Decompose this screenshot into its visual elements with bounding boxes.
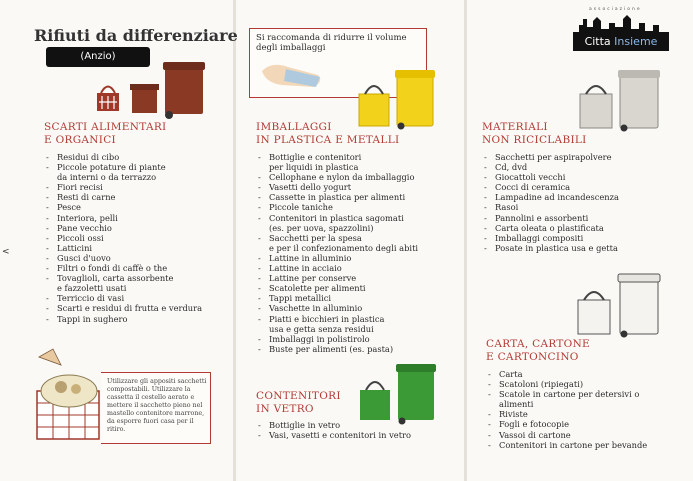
list-item xyxy=(256,314,418,334)
list-item-line: - Filtri o fondi di caffè o the xyxy=(57,263,168,274)
organici-note: Utilizzare gli appositi sacchetti compostabili. Utilizzare la cassetta il cestello aerato e mettere il sacchetto pieno nel mastello contenitore marrone, da esporre fuori casa per il ritiro. xyxy=(101,372,211,444)
organici-list xyxy=(44,152,202,324)
list-item-line: - Giocattoli vecchi xyxy=(495,172,566,183)
list-item-line: - Riviste xyxy=(499,409,528,420)
compost-bag-icon xyxy=(31,345,107,445)
list-item xyxy=(482,243,619,253)
fold-line xyxy=(464,0,467,481)
list-item xyxy=(482,233,619,243)
list-item-line: - Residui di cibo xyxy=(57,152,120,162)
list-item-line: - Lattine in alluminio xyxy=(269,252,352,263)
page-title: Rifiuti da differenziare xyxy=(34,26,238,45)
list-item xyxy=(44,273,202,293)
list-item-line: - Vasi, vasetti e contenitori in vetro xyxy=(269,430,412,441)
list-item-line: da interni o da terrazzo xyxy=(57,172,157,183)
list-item xyxy=(44,293,202,303)
list-item xyxy=(44,263,202,273)
list-item xyxy=(256,430,411,440)
list-item-line: - Bottiglie in vetro xyxy=(269,420,341,430)
logo-wordmark: Citta Insieme xyxy=(573,32,669,51)
list-item-line: - Resti di carne xyxy=(57,192,116,203)
carta-list xyxy=(486,369,647,450)
list-item-line: - Imballaggi in polistirolo xyxy=(269,333,370,344)
list-item-line: - Vaschette in alluminio xyxy=(269,303,363,314)
list-item-line: - Scatolette per alimenti xyxy=(269,283,366,294)
list-item-line: - Interiora, pelli xyxy=(57,212,118,223)
list-item xyxy=(44,253,202,263)
carta-heading: CARTA, CARTONE E CARTONCINO xyxy=(486,338,591,363)
green-bins-icon xyxy=(356,362,438,426)
vetro-heading: CONTENITORI IN VETRO xyxy=(256,390,341,415)
list-item xyxy=(44,152,202,162)
list-item-line: - Tappi in sughero xyxy=(57,313,128,324)
list-item-line: - Scatole in cartone per detersivi o xyxy=(499,389,640,400)
list-item-line: - Fogli e fotocopie xyxy=(499,419,570,430)
list-item xyxy=(256,202,418,212)
list-item-line: - Pannolini e assorbenti xyxy=(495,212,589,223)
list-item-line: - Contenitori in plastica sagomati xyxy=(269,212,404,223)
list-item xyxy=(256,344,418,354)
list-item xyxy=(44,233,202,243)
list-item-line: usa e getta senza residui xyxy=(269,323,374,334)
list-item-line: e per il confezionamento degli abiti xyxy=(269,242,419,253)
list-item xyxy=(256,213,418,233)
wheelie-bin-icon xyxy=(163,62,205,119)
list-item xyxy=(482,152,619,162)
list-item-line: - Gusci d'uovo xyxy=(57,252,111,263)
list-item xyxy=(256,152,418,172)
list-item xyxy=(486,409,647,419)
list-item-line: - Piatti e bicchieri in plastica xyxy=(269,313,385,324)
list-item xyxy=(256,273,418,283)
small-yellow-bin-icon xyxy=(359,86,389,126)
list-item xyxy=(482,213,619,223)
list-item xyxy=(44,223,202,233)
list-item xyxy=(256,293,418,303)
list-item-line: - Scatoloni (ripiegati) xyxy=(499,379,584,390)
yellow-wheelie-bin-icon xyxy=(395,70,435,130)
list-item xyxy=(44,162,202,182)
grey-bins-icon xyxy=(576,68,662,132)
list-item xyxy=(256,303,418,313)
list-item-line: - Carta xyxy=(499,369,523,379)
list-item xyxy=(482,202,619,212)
list-item-line: - Tappi metallici xyxy=(269,293,332,304)
list-item-line: - Vassoi di cartone xyxy=(499,429,571,440)
list-item-line: - Cocci di ceramica xyxy=(495,182,571,193)
list-item xyxy=(256,263,418,273)
organici-heading: SCARTI ALIMENTARI E ORGANICI xyxy=(44,121,167,146)
list-item-line: - Lattine in acciaio xyxy=(269,263,342,274)
list-item xyxy=(486,389,647,409)
list-item-line: - Pane vecchio xyxy=(57,222,112,233)
list-item-line: - Bottiglie e contenitori xyxy=(269,152,362,162)
reduce-volume-note: Si raccomanda di ridurre il volume degli imballaggi xyxy=(249,28,427,98)
list-item xyxy=(256,182,418,192)
plastica-list xyxy=(256,152,418,354)
list-item-line: - Lattine per conserve xyxy=(269,273,357,284)
list-item xyxy=(482,162,619,172)
list-item-line: - Fiori recisi xyxy=(57,182,103,193)
list-item xyxy=(44,182,202,192)
list-item xyxy=(482,192,619,202)
small-white-bin-icon xyxy=(578,292,610,334)
list-item xyxy=(256,172,418,182)
list-item-line: (es. per uova, spazzolini) xyxy=(269,222,374,233)
list-item xyxy=(486,379,647,389)
list-item-line: - Vasetti dello yogurt xyxy=(269,182,352,193)
list-item xyxy=(44,243,202,253)
list-item xyxy=(44,213,202,223)
list-item xyxy=(44,303,202,313)
list-item-line: - Cassette in plastica per alimenti xyxy=(269,192,406,203)
list-item-line: - Buste per alimenti (es. pasta) xyxy=(269,343,394,354)
list-item xyxy=(256,192,418,202)
list-item-line: - Sacchetti per la spesa xyxy=(269,232,362,243)
list-item xyxy=(482,223,619,233)
list-item-line: - Piccole potature di piante xyxy=(57,162,166,173)
location-badge: (Anzio) xyxy=(46,47,150,67)
list-item-line: - Pesce xyxy=(57,202,81,213)
list-item-line: - Piccoli ossi xyxy=(57,232,104,243)
list-item xyxy=(486,369,647,379)
list-item-line: - Cd, dvd xyxy=(495,162,528,173)
list-item-line: - Piccole taniche xyxy=(269,202,333,213)
list-item-line: alimenti xyxy=(499,399,534,410)
non-riciclabili-heading: MATERIALI NON RICICLABILI xyxy=(482,121,587,146)
list-item xyxy=(44,202,202,212)
list-item xyxy=(256,334,418,344)
list-item-line: - Rasoi xyxy=(495,202,519,213)
list-item xyxy=(44,192,202,202)
list-item-line: - Lampadine ad incandescenza xyxy=(495,192,619,203)
small-bin-icon xyxy=(130,84,159,113)
list-item xyxy=(482,182,619,192)
list-item-line: per liquidi in plastica xyxy=(269,162,359,173)
list-item xyxy=(44,314,202,324)
list-item xyxy=(486,440,647,450)
fold-line xyxy=(233,0,236,481)
organic-bins-icon xyxy=(95,60,210,120)
logo-top-text: associazione xyxy=(589,7,642,12)
list-item-line: - Imballaggi compositi xyxy=(495,232,584,243)
list-item-line: - Contenitori in cartone per bevande xyxy=(499,439,648,450)
list-item xyxy=(256,253,418,263)
grey-wheelie-bin-icon xyxy=(618,70,660,132)
list-item-line: - Sacchetti per aspirapolvere xyxy=(495,152,612,162)
white-wheelie-bin-icon xyxy=(618,274,660,338)
prev-arrow-icon[interactable]: < xyxy=(2,247,10,257)
white-bins-icon xyxy=(574,272,662,338)
list-item-line: - Cellophane e nylon da imballaggio xyxy=(269,172,415,183)
small-green-bin-icon xyxy=(360,382,390,420)
plastica-heading: IMBALLAGGI IN PLASTICA E METALLI xyxy=(256,121,400,146)
non-riciclabili-list xyxy=(482,152,619,253)
list-item-line: - Carta oleata o plastificata xyxy=(495,222,604,233)
crush-bottle-icon xyxy=(258,57,328,93)
list-item xyxy=(486,419,647,429)
list-item xyxy=(256,233,418,253)
list-item-line: - Posate in plastica usa e getta xyxy=(495,242,618,253)
list-item-line: - Scarti e residui di frutta e verdura xyxy=(57,303,203,314)
list-item-line: - Tovaglioli, carta assorbente xyxy=(57,273,174,284)
list-item xyxy=(256,283,418,293)
list-item xyxy=(486,430,647,440)
list-item-line: e fazzoletti usati xyxy=(57,283,127,294)
green-wheelie-bin-icon xyxy=(396,364,436,425)
basket-icon xyxy=(97,87,119,112)
list-item-line: - Terriccio di vasi xyxy=(57,293,125,304)
list-item xyxy=(482,172,619,182)
list-item-line: - Latticini xyxy=(57,242,93,253)
